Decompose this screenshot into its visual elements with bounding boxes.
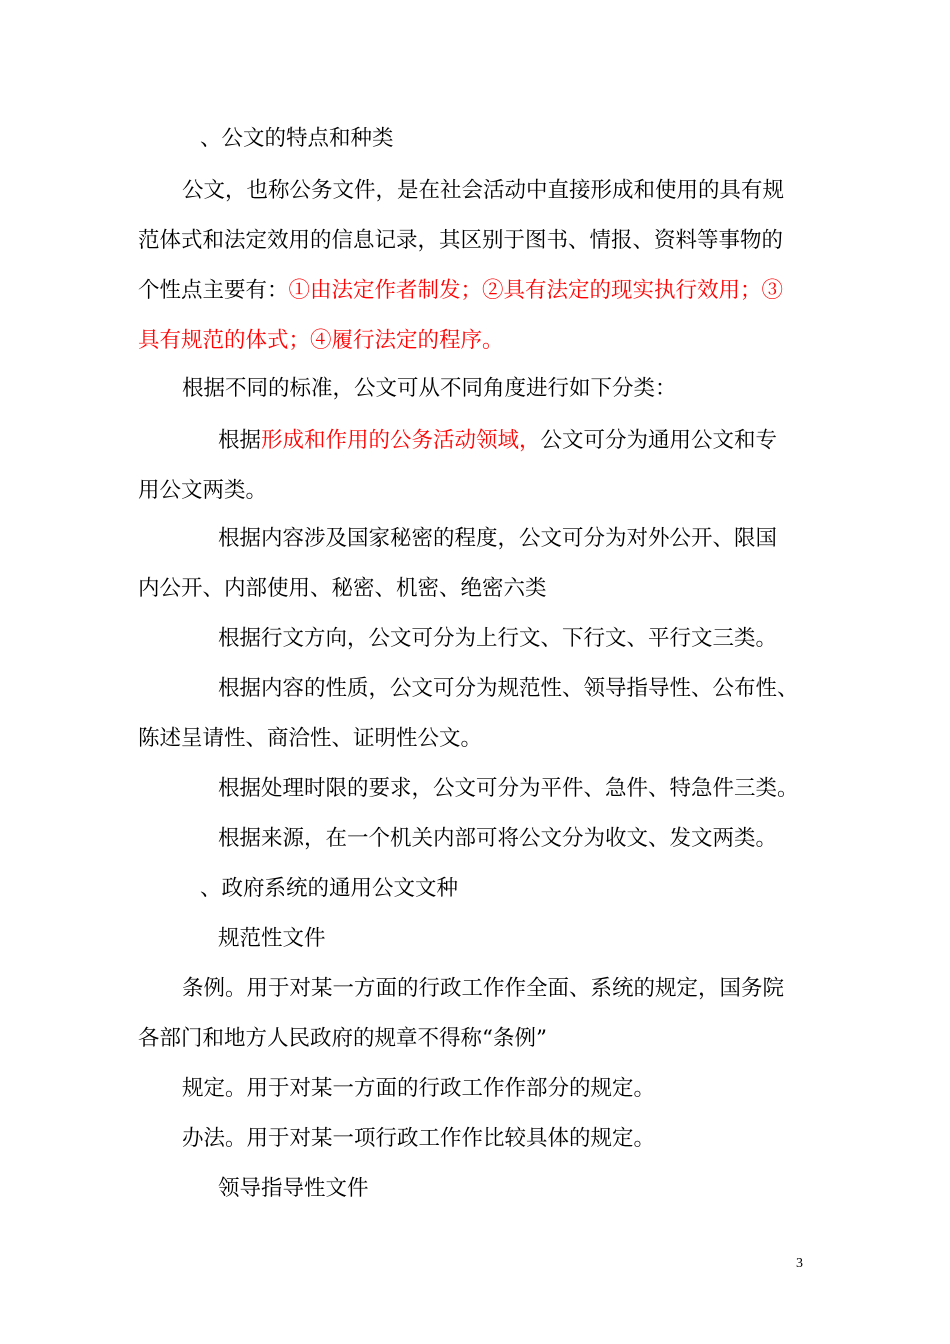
paragraph-line: 根据处理时限的要求，公文可分为平件、急件、特急件三类。	[218, 776, 799, 801]
paragraph-line: 陈述呈请性、商洽性、证明性公文。	[138, 726, 483, 751]
paragraph-text: 根据	[218, 428, 262, 453]
highlighted-text: ①由法定作者制发；②具有法定的现实执行效用；③	[288, 278, 784, 303]
paragraph-line: 规定。用于对某一方面的行政工作作部分的规定。	[182, 1076, 656, 1101]
paragraph-line: 内公开、内部使用、秘密、机密、绝密六类	[138, 576, 547, 601]
page-number: 3	[796, 1256, 803, 1271]
paragraph-line: 办法。用于对某一项行政工作作比较具体的规定。	[182, 1126, 656, 1151]
paragraph-line: 根据不同的标准，公文可从不同角度进行如下分类：	[182, 376, 677, 401]
paragraph-line	[218, 427, 777, 455]
paragraph-line	[138, 277, 783, 305]
paragraph-text: 公文可分为通用公文和专	[540, 428, 778, 453]
paragraph-line: 根据来源，在一个机关内部可将公文分为收文、发文两类。	[218, 826, 778, 851]
section-heading: 、政府系统的通用公文文种	[200, 876, 459, 901]
paragraph-line: 条例。用于对某一方面的行政工作作全面、系统的规定，国务院	[182, 976, 785, 1001]
highlighted-text: 具有规范的体式；④履行法定的程序。	[138, 328, 504, 353]
paragraph-line: 根据内容涉及国家秘密的程度，公文可分为对外公开、限国	[218, 526, 778, 551]
paragraph-line: 范体式和法定效用的信息记录，其区别于图书、情报、资料等事物的	[138, 228, 784, 253]
section-heading: 、公文的特点和种类	[200, 126, 394, 151]
subsection-heading: 领导指导性文件	[218, 1176, 369, 1201]
paragraph-line: 根据内容的性质，公文可分为规范性、领导指导性、公布性、	[218, 676, 799, 701]
paragraph-line: 公文，也称公务文件，是在社会活动中直接形成和使用的具有规	[182, 178, 785, 203]
subsection-heading: 规范性文件	[218, 926, 326, 951]
paragraph-line: 根据行文方向，公文可分为上行文、下行文、平行文三类。	[218, 626, 778, 651]
highlighted-text: 形成和作用的公务活动领域，	[261, 428, 541, 453]
paragraph-line: 各部门和地方人民政府的规章不得称“条例”	[138, 1026, 547, 1051]
paragraph-text: 个性点主要有：	[138, 278, 289, 303]
paragraph-line: 用公文两类。	[138, 478, 268, 503]
